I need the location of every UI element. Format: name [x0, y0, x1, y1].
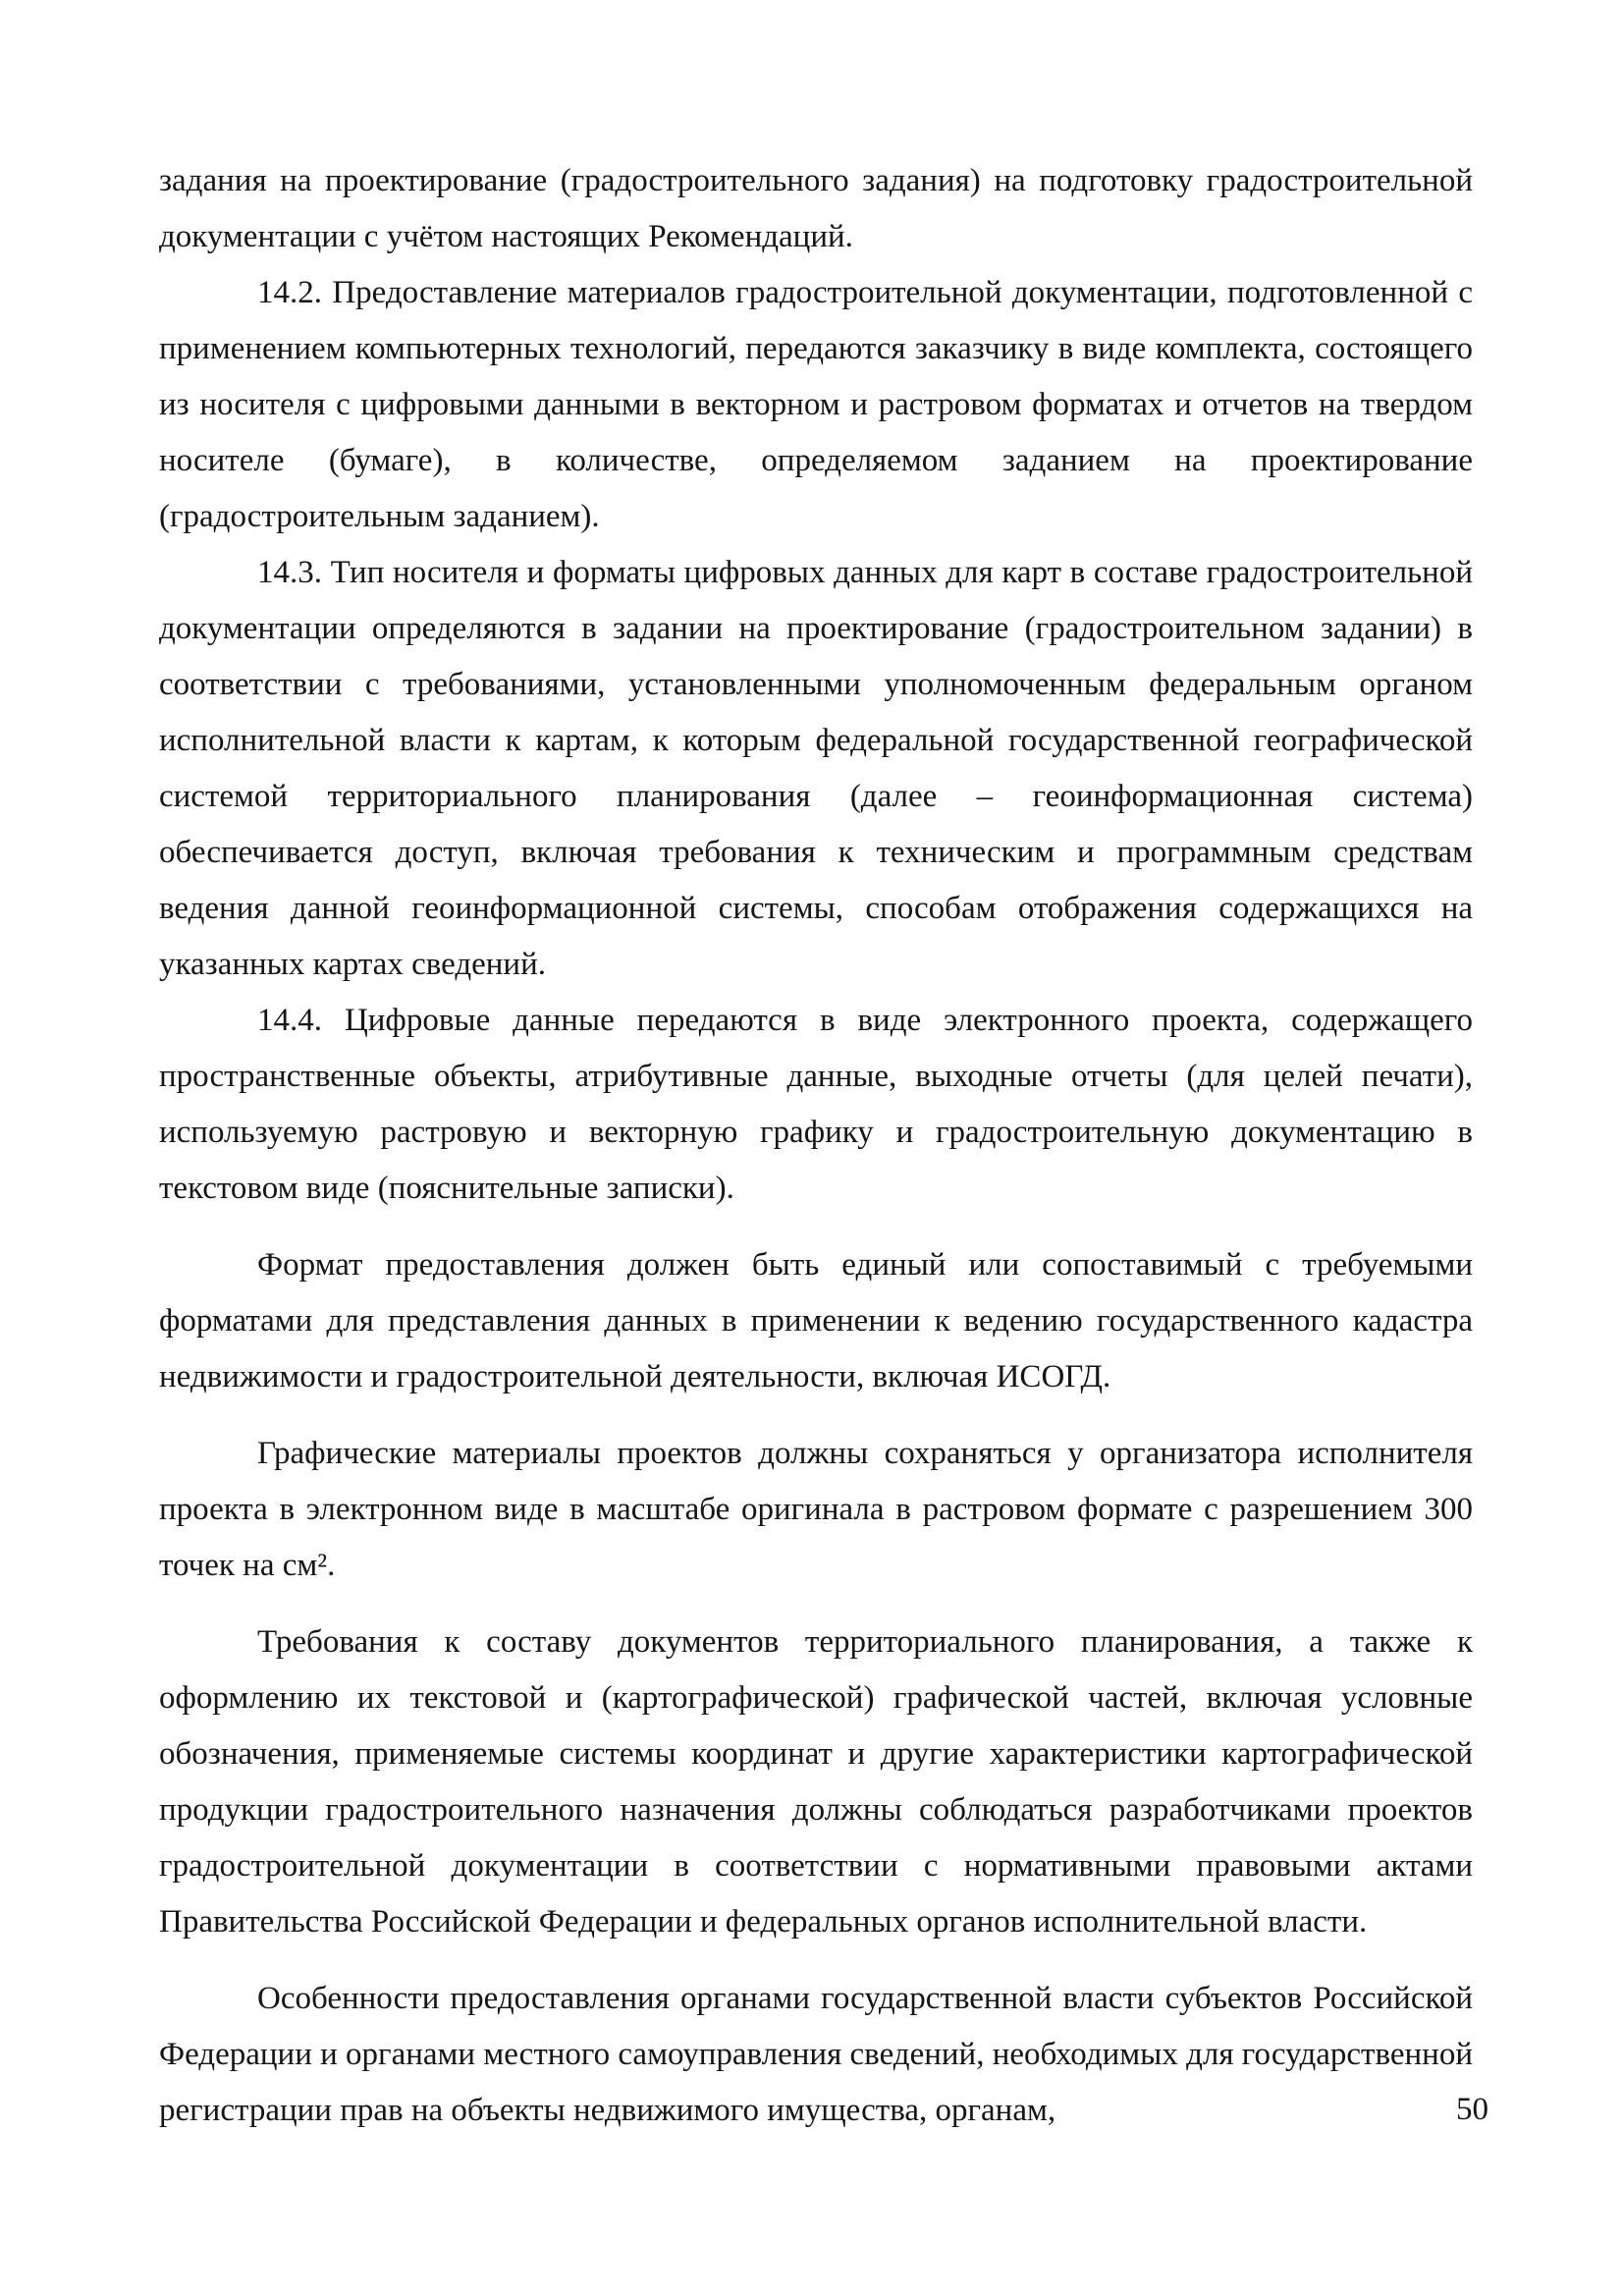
page-number: 50	[1456, 2092, 1488, 2127]
document-body	[159, 153, 1473, 2139]
paragraph-continuation: задания на проектирование (градостроительного задания) на подготовку градостроительной документации с учётом настоящих Рекомендаций.	[159, 163, 1473, 254]
paragraph-features: Особенности предоставления органами государственной власти субъектов Российской Федерации и органами местного самоуправления сведений, необходимых для государственной регистрации прав на объекты недвижимого имущества, органам,	[159, 1981, 1473, 2128]
paragraph-format: Формат предоставления должен быть единый или сопоставимый с требуемыми форматами для представления данных в применении к ведению государственного кадастра недвижимости и градостроительной деятельности, включая ИСОГД.	[159, 1247, 1473, 1394]
paragraph-graphics: Графические материалы проектов должны сохраняться у организатора исполнителя проекта в электронном виде в масштабе оригинала в растровом формате с разрешением 300 точек на см².	[159, 1436, 1473, 1583]
paragraph-requirements: Требования к составу документов территориального планирования, а также к оформлению их текстовой и (картографической) графической частей, включая условные обозначения, применяемые системы координат и другие характеристики картографической продукции градостроительного назначения должны соблюдаться разработчиками проектов градостроительной документации в соответствии с нормативными правовыми актами Правительства Российской Федерации и федеральных органов исполнительной власти.	[159, 1624, 1473, 1940]
paragraph-14-3: 14.3. Тип носителя и форматы цифровых данных для карт в составе градостроительной документации определяются в задании на проектирование (градостроительном задании) в соответствии с требованиями, установленными уполномоченным федеральным органом исполнительной власти к картам, к которым федеральной государственной географической системой территориального планирования (далее – геоинформационная система) обеспечивается доступ, включая требования к техническим и программным средствам ведения данной геоинформационной системы, способам отображения содержащихся на указанных картах сведений.	[159, 555, 1473, 982]
paragraph-14-2: 14.2. Предоставление материалов градостроительной документации, подготовленной с применением компьютерных технологий, передаются заказчику в виде комплекта, состоящего из носителя с цифровыми данными в векторном и растровом форматах и отчетов на твердом носителе (бумаге), в количестве, определяемом заданием на проектирование (градостроительным заданием).	[159, 275, 1473, 534]
paragraph-14-4: 14.4. Цифровые данные передаются в виде электронного проекта, содержащего пространственные объекты, атрибутивные данные, выходные отчеты (для целей печати), используемую растровую и векторную графику и градостроительную документацию в текстовом виде (пояснительные записки).	[159, 1003, 1473, 1206]
